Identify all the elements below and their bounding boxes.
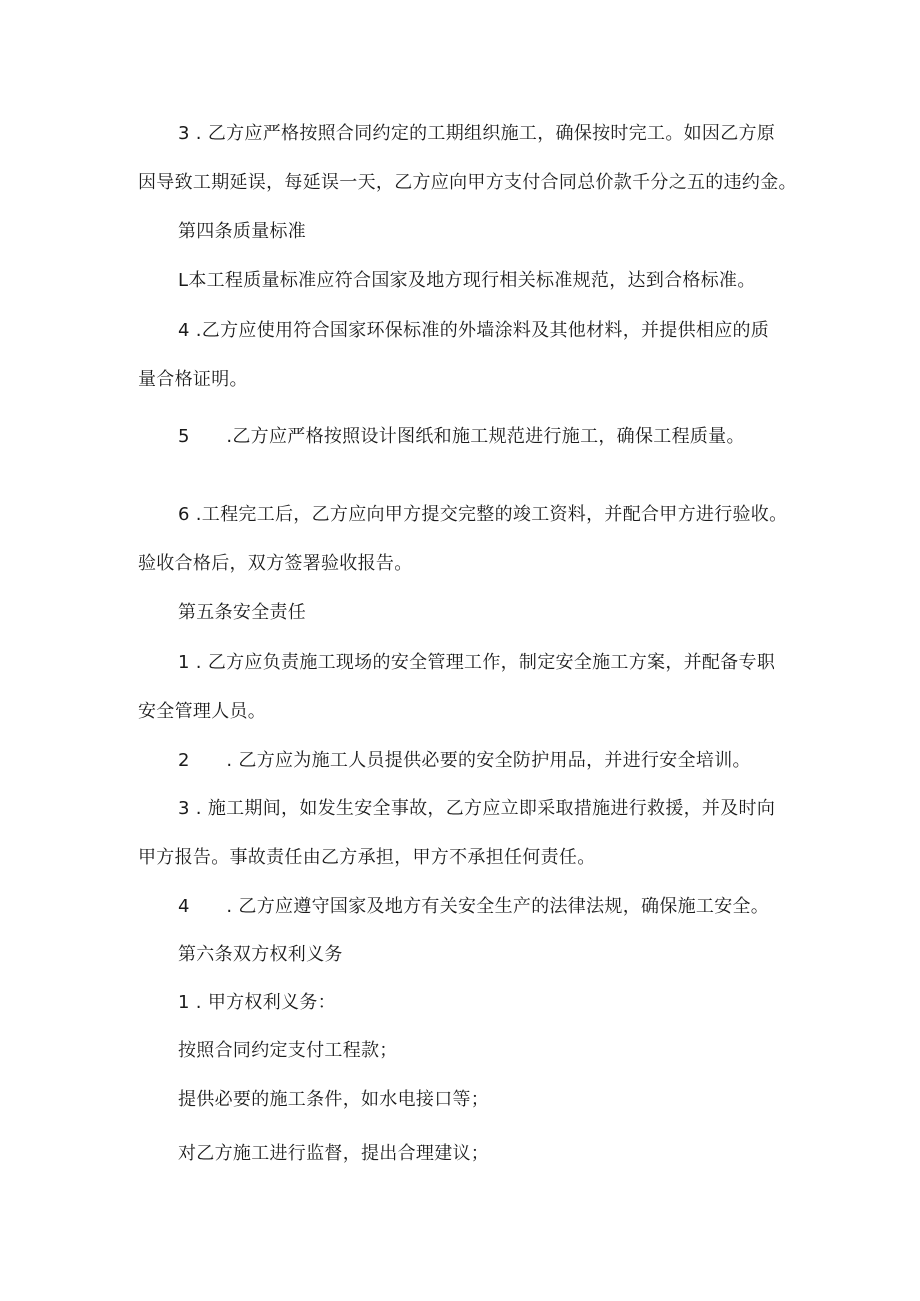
text-line: 对乙方施工进行监督，提出合理建议； xyxy=(178,1143,490,1164)
text-line: 甲方报告。事故责任由乙方承担，甲方不承担任何责任。 xyxy=(138,847,596,868)
text-line: 提供必要的施工条件，如水电接口等； xyxy=(178,1089,490,1110)
text-line: 因导致工期延误，每延误一天，乙方应向甲方支付合同总价款千分之五的违约金。 xyxy=(138,172,797,193)
text-line: 验收合格后，双方签署验收报告。 xyxy=(138,553,413,574)
section-heading: 第六条双方权利义务 xyxy=(178,944,343,965)
text-line: 1 . 甲方权利义务： xyxy=(178,992,336,1013)
section-heading: 第五条安全责任 xyxy=(178,602,307,623)
text-line: 1 . 乙方应负责施工现场的安全管理工作，制定安全施工方案，并配备专职 xyxy=(178,652,776,673)
text-line: 5 .乙方应严格按照设计图纸和施工规范进行施工，确保工程质量。 xyxy=(178,426,745,447)
text-line: 量合格证明。 xyxy=(138,369,248,390)
text-line: 2 . 乙方应为施工人员提供必要的安全防护用品，并进行安全培训。 xyxy=(178,750,751,771)
text-line: 安全管理人员。 xyxy=(138,701,267,722)
text-line: 3 . 乙方应严格按照合同约定的工期组织施工，确保按时完工。如因乙方原 xyxy=(178,123,776,144)
text-line: 4 . 乙方应遵守国家及地方有关安全生产的法律法规，确保施工安全。 xyxy=(178,896,770,917)
text-line: 3 . 施工期间，如发生安全事故，乙方应立即采取措施进行救援，并及时向 xyxy=(178,798,776,819)
section-heading: 第四条质量标准 xyxy=(178,221,307,242)
text-line: 4 .乙方应使用符合国家环保标准的外墙涂料及其他材料，并提供相应的质 xyxy=(178,320,770,341)
text-line: 6 .工程完工后，乙方应向甲方提交完整的竣工资料，并配合甲方进行验收。 xyxy=(178,504,788,525)
text-line: L本工程质量标准应符合国家及地方现行相关标准规范，达到合格标准。 xyxy=(178,270,756,291)
text-line: 按照合同约定支付工程款； xyxy=(178,1040,398,1061)
